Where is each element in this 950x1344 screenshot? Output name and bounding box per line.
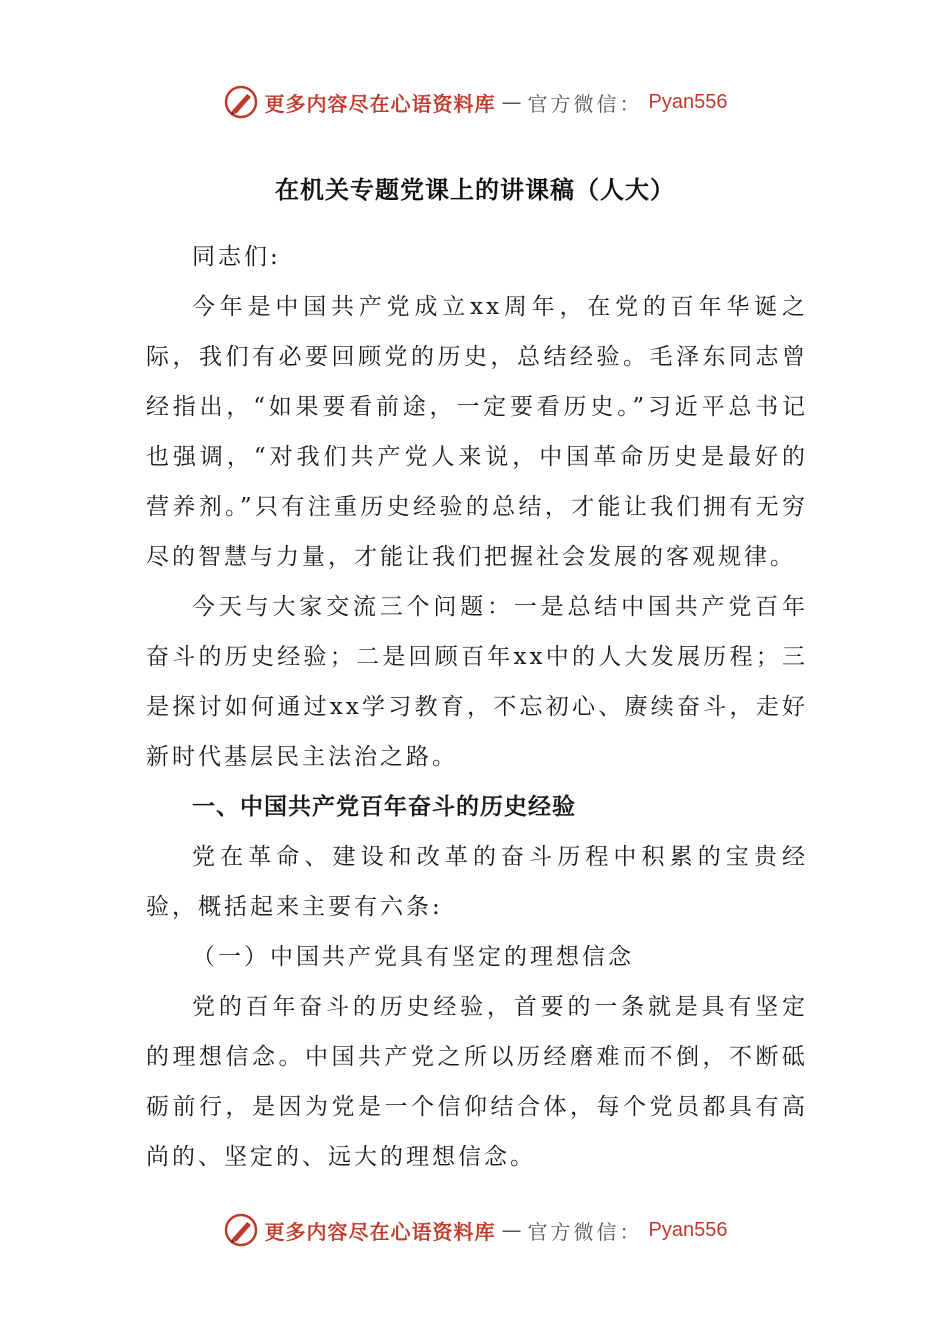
watermark-brand: 更多内容尽在心语资料库 (264, 1219, 496, 1244)
watermark-dash: — (501, 1218, 522, 1242)
subsection-text-1: 党的百年奋斗的历史经验，首要的一条就是具有坚定的理想信念。中国共产党之所以历经磨难而不倒，不断砥砺前行，是因为党是一个信仰结合体，每个党员都具有高尚的、坚定的、远大的理想信念。 (146, 994, 808, 1170)
section-heading-1: 一、中国共产党百年奋斗的历史经验 (192, 794, 576, 820)
watermark-footer (0, 1212, 950, 1248)
paragraph-intro: 今年是中国共产党成立xx周年，在党的百年华诞之际，我们有必要回顾党的历史，总结经验。毛泽东同志曾经指出，“如果要看前途，一定要看历史。”习近平总书记也强调，“对我们共产党人来说，中国革命历史是最好的营养剂。”只有注重历史经验的总结，才能让我们拥有无穷尽的智慧与力量，才能让我们把握社会发展的客观规律。 (146, 294, 808, 570)
section-intro: 党在革命、建设和改革的奋斗历程中积累的宝贵经验，概括起来主要有六条: (146, 844, 808, 920)
paragraph-topics: 今天与大家交流三个问题：一是总结中国共产党百年奋斗的历史经验；二是回顾百年xx中的人大发展历程；三是探讨如何通过xx学习教育，不忘初心、赓续奋斗，走好新时代基层民主法治之路。 (146, 594, 808, 770)
document-title: 在机关专题党课上的讲课稿（人大） (275, 176, 675, 204)
salutation: 同志们: (192, 244, 281, 270)
watermark-brand: 更多内容尽在心语资料库 (264, 91, 496, 116)
document-body (146, 232, 808, 1182)
subsection-heading-1: （一）中国共产党具有坚定的理想信念 (192, 944, 634, 970)
pen-logo-icon (223, 1212, 259, 1248)
watermark-wechat-id: Pyan556 (648, 1218, 728, 1241)
watermark-header (0, 84, 950, 120)
watermark-dash: — (501, 90, 522, 114)
watermark-label: 官方微信： (527, 1219, 643, 1244)
pen-logo-icon (223, 84, 259, 120)
watermark-wechat-id: Pyan556 (648, 90, 728, 113)
watermark-label: 官方微信： (527, 91, 643, 116)
